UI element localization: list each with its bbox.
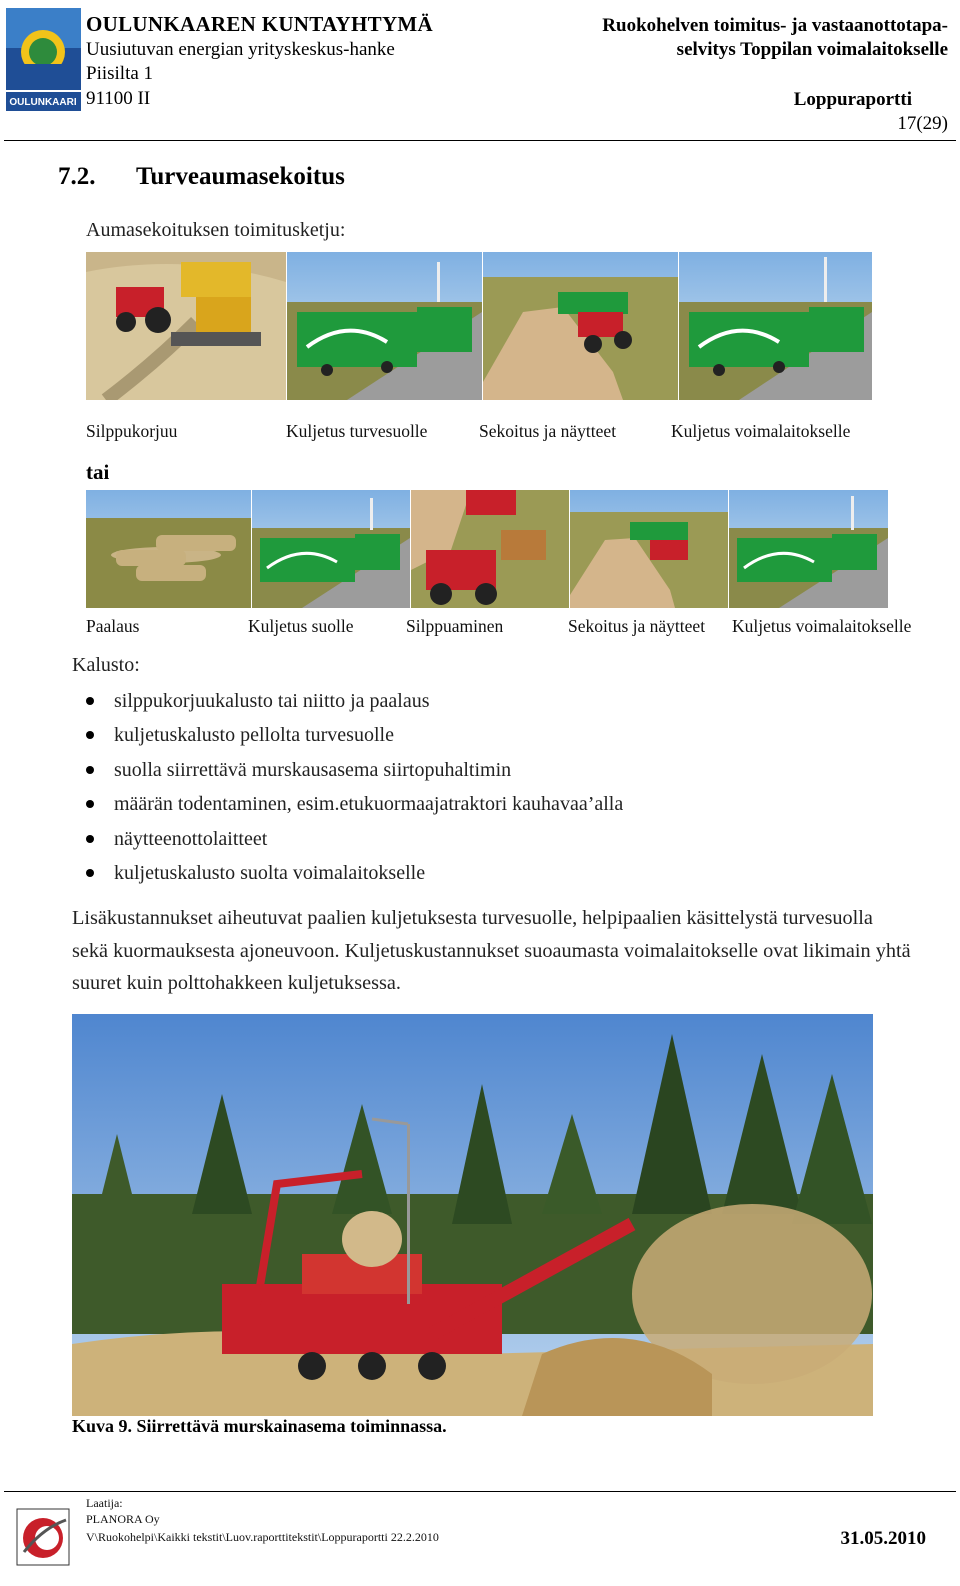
footer-rule (4, 1491, 956, 1492)
list-item: kuljetuskalusto pellolta turvesuolle (86, 720, 623, 754)
report-title-line2: selvitys Toppilan voimalaitokselle (676, 39, 948, 60)
report-title-line1: Ruokohelven toimitus- ja vastaanottotapa- (602, 15, 948, 36)
chain1-image-strip (86, 252, 872, 400)
figure-caption: Kuva 9. Siirrettävä murskainasema toiminnassa. (72, 1416, 447, 1436)
equipment-heading: Kalusto: (72, 654, 140, 676)
mixing-pile-image-2 (570, 490, 728, 608)
bullet-icon (86, 697, 94, 705)
section-number: 7.2. (58, 163, 96, 190)
or-label: tai (86, 460, 110, 484)
chain1-caption-3: Sekoitus ja näytteet (479, 421, 617, 441)
bullet-icon (86, 800, 94, 808)
list-item: silppukorjuukalusto tai niitto ja paalaus (86, 686, 623, 720)
bullet-icon (86, 731, 94, 739)
header-rule (4, 140, 956, 141)
author-company: PLANORA Oy (86, 1512, 160, 1526)
truck-to-plant-image (679, 252, 872, 400)
document-date: 31.05.2010 (840, 1528, 926, 1549)
chain2-caption-4: Sekoitus ja näytteet (568, 616, 706, 636)
harvest-image (86, 252, 286, 400)
chain1-caption-4: Kuljetus voimalaitokselle (671, 421, 851, 441)
oulunkaari-logo (6, 8, 81, 111)
crusher-photo (72, 1014, 873, 1416)
project-name: Uusiutuvan energian yrityskeskus-hanke (86, 39, 395, 60)
page-number: 17(29) (897, 113, 948, 134)
organization-name: OULUNKAAREN KUNTAYHTYMÄ (86, 12, 434, 36)
chain2-caption-2: Kuljetus suolle (248, 616, 354, 636)
file-path: V\Ruokohelpi\Kaikki tekstit\Luov.raporttitekstit\Loppuraportti 22.2.2010 (86, 1530, 439, 1544)
truck-to-bog-image-2 (252, 490, 410, 608)
list-item: näytteenottolaitteet (86, 824, 623, 858)
mixing-pile-image (483, 252, 678, 400)
section-title: Turveaumasekoitus (136, 163, 345, 190)
street-address: Piisilta 1 (86, 63, 154, 84)
truck-to-plant-image-2 (729, 490, 888, 608)
bullet-icon (86, 766, 94, 774)
planora-logo (16, 1508, 70, 1566)
equipment-list (86, 686, 623, 892)
chain2-caption-5: Kuljetus voimalaitokselle (732, 616, 912, 636)
section-heading (58, 163, 345, 191)
chain-intro: Aumasekoituksen toimitusketju: (86, 219, 346, 241)
list-item: määrän todentaminen, esim.etukuormaajatraktori kauhavaa’alla (86, 789, 623, 823)
chain1-caption-2: Kuljetus turvesuolle (286, 421, 428, 441)
chain2-image-strip (86, 490, 888, 608)
cost-paragraph: Lisäkustannukset aiheutuvat paalien kuljetuksesta turvesuolle, helpipaalien käsittelystä turvesuolla sekä kuormauksesta ajoneuvoon. Kuljetuskustannukset suoaumasta voimalaitokselle ovat likimain yhtä suuret kuin polttohakkeen kuljetuksessa. (72, 907, 911, 994)
baling-image (86, 490, 251, 608)
report-type: Loppuraportti (793, 89, 912, 110)
chain2-caption-3: Silppuaminen (406, 616, 504, 636)
truck-to-bog-image (287, 252, 482, 400)
bullet-icon (86, 835, 94, 843)
author-label: Laatija: (86, 1496, 123, 1510)
chain2-caption-1: Paalaus (86, 616, 140, 636)
list-item: suolla siirrettävä murskausasema siirtopuhaltimin (86, 755, 623, 789)
chain1-caption-1: Silppukorjuu (86, 421, 178, 441)
list-item: kuljetuskalusto suolta voimalaitokselle (86, 858, 623, 892)
shredding-image (411, 490, 569, 608)
postal-address: 91100 II (86, 88, 151, 109)
svg-text:OULUNKAARI: OULUNKAARI (9, 97, 77, 108)
bullet-icon (86, 869, 94, 877)
